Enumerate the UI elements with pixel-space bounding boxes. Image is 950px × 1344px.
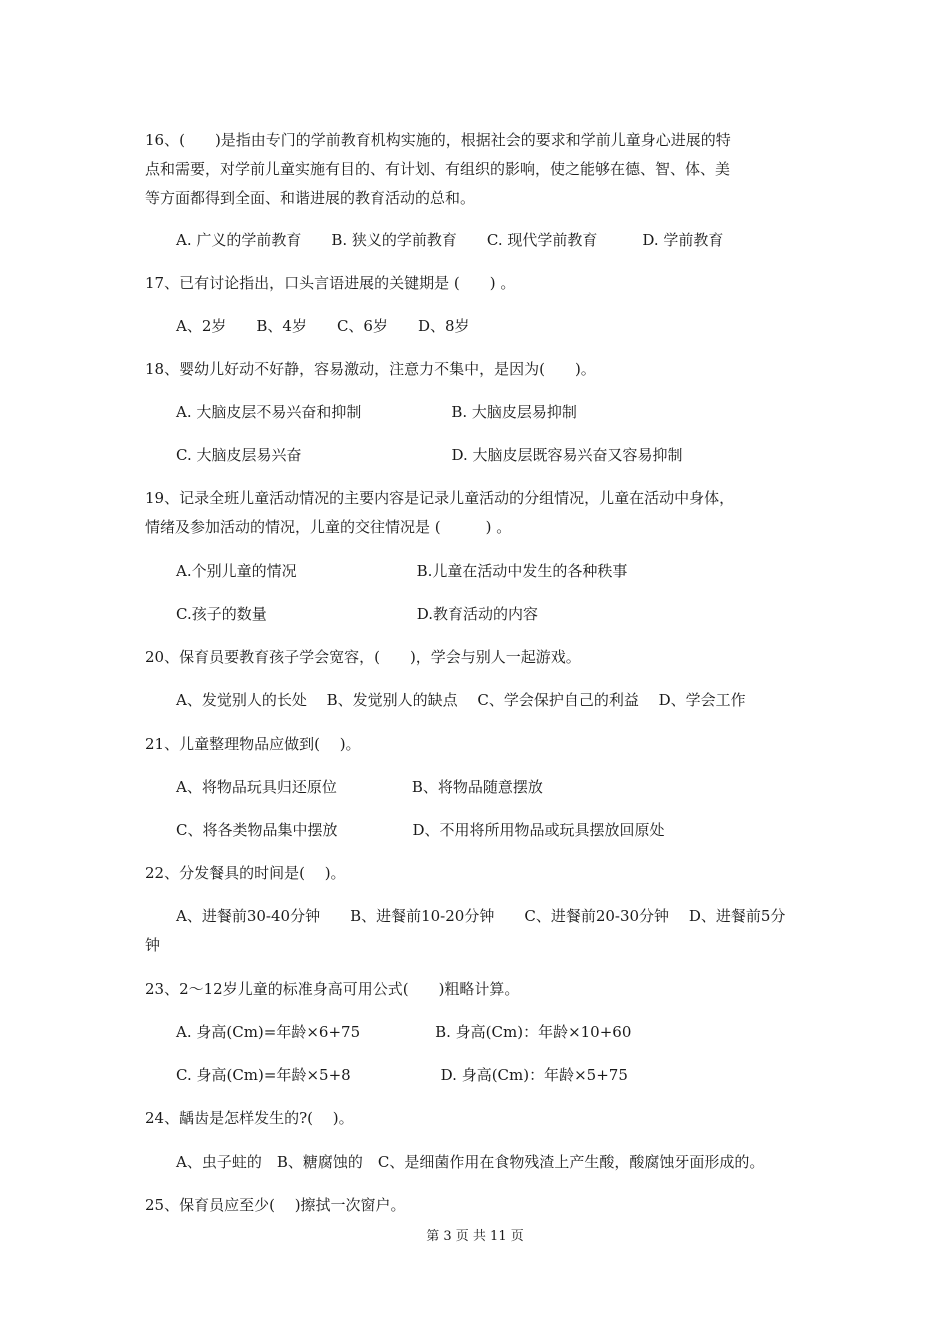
question-20-options: A、发觉别人的长处 B、发觉别人的缺点 C、学会保护自己的利益 D、学会工作 — [176, 691, 746, 709]
question-17-options: A、2岁 B、4岁 C、6岁 D、8岁 — [176, 317, 470, 335]
question-18-stem: 18、婴幼儿好动不好静，容易激动，注意力不集中，是因为( )。 — [145, 360, 596, 378]
question-18-options-row-2: C. 大脑皮层易兴奋 D. 大脑皮层既容易兴奋又容易抑制 — [176, 446, 683, 464]
question-16-stem-line-1: 16、( )是指由专门的学前教育机构实施的，根据社会的要求和学前儿童身心进展的特 — [145, 131, 731, 149]
question-18-options-row-1: A. 大脑皮层不易兴奋和抑制 B. 大脑皮层易抑制 — [176, 403, 577, 421]
question-16-stem-line-3: 等方面都得到全面、和谐进展的教育活动的总和。 — [145, 189, 476, 207]
page-number-footer: 第 3 页 共 11 页 — [426, 1229, 524, 1244]
question-25-stem: 25、保育员应至少( )擦拭一次窗户。 — [145, 1196, 406, 1214]
question-16-options: A. 广义的学前教育 B. 狭义的学前教育 C. 现代学前教育 D. 学前教育 — [176, 231, 724, 249]
question-22-stem: 22、分发餐具的时间是( )。 — [145, 864, 346, 882]
question-21-options-row-2: C、将各类物品集中摆放 D、不用将所用物品或玩具摆放回原处 — [176, 821, 665, 839]
question-24-options: A、虫子蛀的 B、糖腐蚀的 C、是细菌作用在食物残渣上产生酸，酸腐蚀牙面形成的。 — [176, 1153, 765, 1171]
question-19-stem-line-2: 情绪及参加活动的情况，儿童的交往情况是 ( ) 。 — [145, 518, 512, 536]
question-23-stem: 23、2～12岁儿童的标准身高可用公式( )粗略计算。 — [145, 980, 520, 998]
question-20-stem: 20、保育员要教育孩子学会宽容，( )，学会与别人一起游戏。 — [145, 648, 581, 666]
question-21-options-row-1: A、将物品玩具归还原位 B、将物品随意摆放 — [176, 778, 543, 796]
question-19-stem-line-1: 19、记录全班儿童活动情况的主要内容是记录儿童活动的分组情况，儿童在活动中身体， — [145, 489, 735, 507]
question-23-options-row-2: C. 身高(Cm)=年龄×5+8 D. 身高(Cm)：年龄×5+75 — [176, 1066, 628, 1084]
question-21-stem: 21、儿童整理物品应做到( )。 — [145, 735, 361, 753]
question-22-options: A、进餐前30-40分钟 B、进餐前10-20分钟 C、进餐前20-30分钟 D、进餐前5分 — [176, 907, 786, 925]
question-24-stem: 24、龋齿是怎样发生的?( )。 — [145, 1109, 354, 1127]
question-19-options-row-2: C.孩子的数量 D.教育活动的内容 — [176, 605, 538, 623]
question-16-stem-line-2: 点和需要，对学前儿童实施有目的、有计划、有组织的影响，使之能够在德、智、体、美 — [145, 160, 731, 178]
question-23-options-row-1: A. 身高(Cm)=年龄×6+75 B. 身高(Cm)：年龄×10+60 — [176, 1023, 632, 1041]
question-19-options-row-1: A.个别儿童的情况 B.儿童在活动中发生的各种秩事 — [176, 562, 628, 580]
question-17-stem: 17、已有讨论指出，口头言语进展的关键期是 ( ) 。 — [145, 274, 516, 292]
question-22-options-continuation: 钟 — [145, 936, 161, 954]
